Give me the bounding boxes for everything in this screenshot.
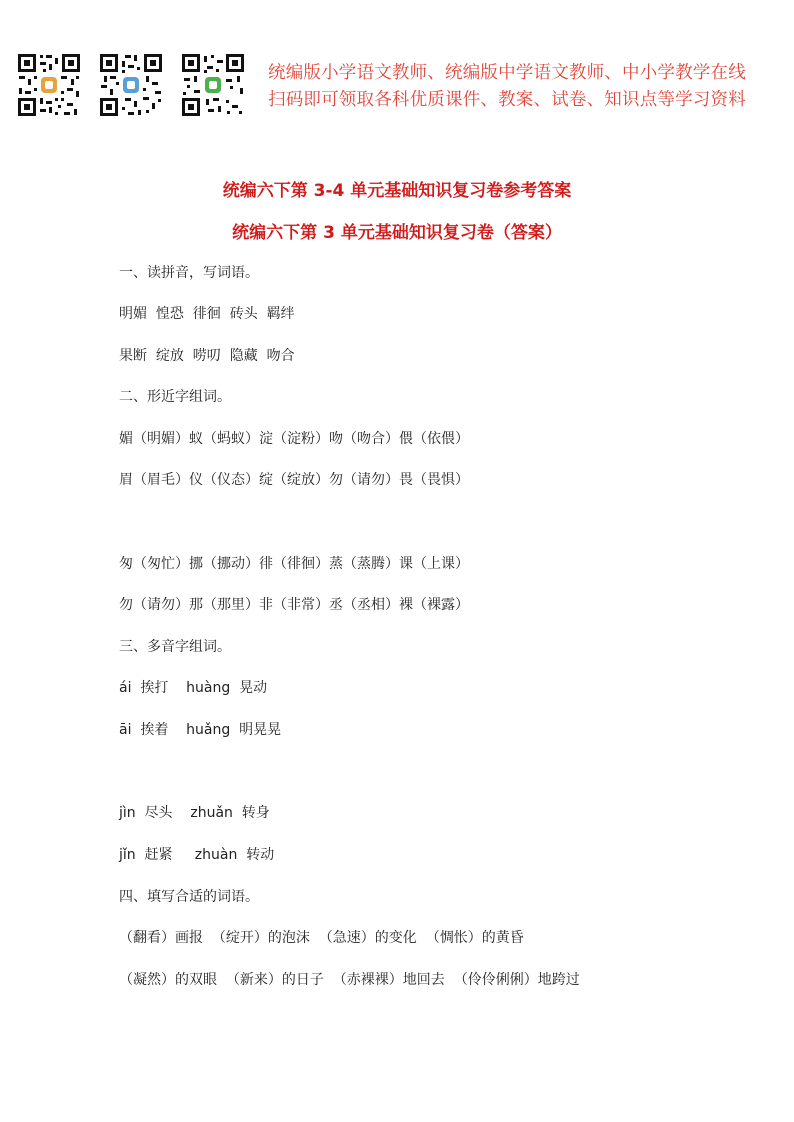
section-heading: 四、填写合适的词语。 (119, 889, 259, 905)
answer-line: ái 挨打 huàng 晃动 (119, 680, 268, 696)
promo-banner (268, 60, 746, 114)
answer-line: （凝然）的双眼 （新来）的日子 （赤裸裸）地回去 （伶伶俐俐）地跨过 (119, 972, 580, 988)
section-heading: 二、形近字组词。 (119, 389, 231, 405)
qr-code-graphic-2 (98, 52, 164, 118)
answer-line: jìn 尽头 zhuǎn 转身 (119, 805, 270, 821)
answer-line: 眉（眉毛）仪（仪态）绽（绽放）勿（请勿）畏（畏惧） (119, 472, 469, 488)
section-heading: 一、读拼音，写词语。 (119, 265, 259, 281)
answer-line: 明媚 惶恐 徘徊 砖头 羁绊 (119, 306, 295, 322)
answer-line: （翻看）画报 （绽开）的泡沫 （急速）的变化 （惆怅）的黄昏 (119, 930, 524, 946)
qr-code-icon[interactable] (16, 52, 82, 118)
answer-line: 勿（请勿）那（那里）非（非常）丞（丞相）裸（裸露） (119, 597, 469, 613)
promo-banner-line-2: 扫码即可领取各科优质课件、教案、试卷、知识点等学习资料 (268, 90, 746, 110)
answer-line: 果断 绽放 唠叨 隐藏 吻合 (119, 348, 295, 364)
answer-line: jǐn 赶紧 zhuàn 转动 (119, 847, 275, 863)
document-subtitle: 统编六下第 3 单元基础知识复习卷（答案） (232, 223, 562, 243)
answer-line: 媚（明媚）蚁（蚂蚁）淀（淀粉）吻（吻合）偎（依偎） (119, 431, 469, 447)
qr-code-graphic-3 (180, 52, 246, 118)
qr-code-icon[interactable] (98, 52, 164, 118)
section-heading: 三、多音字组词。 (119, 639, 231, 655)
qr-code-icon[interactable] (180, 52, 246, 118)
answer-line: 匆（匆忙）挪（挪动）徘（徘徊）蒸（蒸腾）课（上课） (119, 556, 469, 572)
promo-banner-line-1: 统编版小学语文教师、统编版中学语文教师、中小学教学在线 (268, 63, 746, 83)
qr-code-graphic-1 (16, 52, 82, 118)
document-title: 统编六下第 3-4 单元基础知识复习卷参考答案 (222, 181, 572, 201)
answer-line: āi 挨着 huǎng 明晃晃 (119, 722, 282, 738)
